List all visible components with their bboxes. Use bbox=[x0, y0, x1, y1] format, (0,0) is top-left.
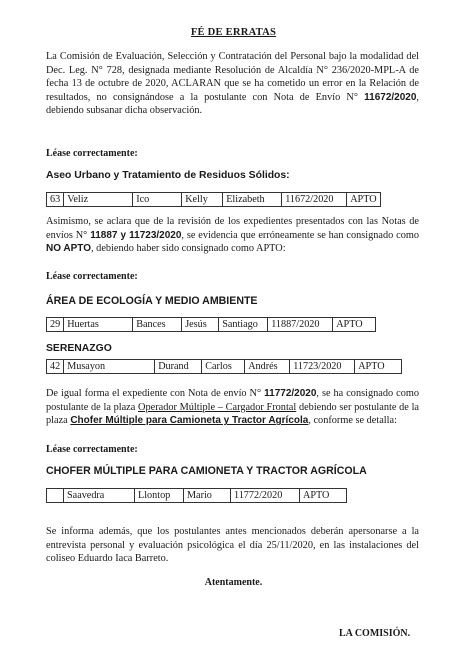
section4-table bbox=[46, 488, 347, 503]
cell-number: 29 bbox=[47, 318, 64, 332]
table-row bbox=[47, 193, 381, 207]
cell-surname1: Saavedra bbox=[64, 489, 135, 503]
table-row bbox=[47, 318, 376, 332]
section1-table bbox=[46, 192, 381, 207]
section3-heading: SERENAZGO bbox=[46, 343, 112, 354]
cell-status: APTO bbox=[355, 360, 402, 374]
section4-heading: CHOFER MÚLTIPLE PARA CAMIONETA Y TRACTOR AGRÍCOLA bbox=[46, 465, 367, 477]
intro-text: La Comisión de Evaluación, Selección y Contratación del Personal bajo la modalidad del Dec. Leg. N° 728, designada mediante Resolución de Alcaldía N° 236/2020-MPL-A de fecha 13 de octubre de 2020, ACLARAN que se ha cometido un error en la Relación de resultados, no consignándose a la postulante con Nota de Envío N° bbox=[46, 51, 419, 103]
paragraph-4: Se informa además, que los postulantes antes mencionados deberán apersonarse a la entrevista personal y evaluación psicológica el día 25/11/2020, en las instalaciones del coliseo Eduardo Iaca Barreto. bbox=[46, 526, 419, 565]
cell-nota: 11672/2020 bbox=[282, 193, 347, 207]
cell-number: 42 bbox=[47, 360, 64, 374]
para3-text-d: , conforme se detalla: bbox=[308, 415, 397, 427]
intro-nota: 11672/2020 bbox=[364, 91, 417, 103]
cell-name: Mario bbox=[184, 489, 231, 503]
para2-no-apto: NO APTO bbox=[46, 243, 92, 255]
closing-text: Atentamente. bbox=[204, 577, 263, 588]
para3-text-a: De igual forma el expediente con Nota de envío N° bbox=[46, 388, 262, 399]
para2-text-c: , debiendo haber sido consignado como APTO: bbox=[91, 243, 286, 255]
cell-surname2: Durand bbox=[155, 360, 202, 374]
cell-surname2: Bances bbox=[133, 318, 182, 332]
cell-surname1: Musayon bbox=[64, 360, 155, 374]
paragraph-2 bbox=[46, 215, 419, 256]
lease-label-2: Léase correctamente: bbox=[46, 271, 138, 282]
signature-text: LA COMISIÓN. bbox=[339, 628, 411, 639]
cell-status: APTO bbox=[347, 193, 380, 207]
cell-number bbox=[47, 489, 64, 503]
para3-plaza-correct: Chofer Múltiple para Camioneta y Tractor Agrícola bbox=[70, 415, 309, 427]
table-row bbox=[47, 360, 402, 374]
cell-name1: Carlos bbox=[202, 360, 245, 374]
lease-label-3: Léase correctamente: bbox=[46, 444, 138, 455]
lease-label-1: Léase correctamente: bbox=[46, 148, 138, 159]
cell-surname1: Veliz bbox=[64, 193, 133, 207]
page-title: FÉ DE ERRATAS bbox=[190, 27, 277, 38]
para2-text-a: Asimismo, se aclara que de la revisión de los expedientes presentados con las Notas de envíos N° bbox=[46, 216, 419, 241]
para2-text-b: , se evidencia que erróneamente se han consignado como bbox=[181, 229, 420, 241]
cell-nota: 11772/2020 bbox=[231, 489, 300, 503]
cell-status: APTO bbox=[333, 318, 376, 332]
cell-name1: Jesús bbox=[182, 318, 219, 332]
table-row bbox=[47, 489, 347, 503]
section1-heading: Aseo Urbano y Tratamiento de Residuos Sólidos: bbox=[46, 170, 290, 181]
cell-name2: Santiago bbox=[219, 318, 268, 332]
cell-nota: 11723/2020 bbox=[290, 360, 355, 374]
cell-surname1: Huertas bbox=[64, 318, 133, 332]
para3-nota: 11772/2020 bbox=[264, 388, 317, 399]
section3-table bbox=[46, 359, 402, 374]
para3-plaza-original: Operador Múltiple – Cargador Frontal bbox=[138, 401, 297, 413]
cell-name2: Elizabeth bbox=[223, 193, 282, 207]
cell-surname2: Llontop bbox=[135, 489, 184, 503]
section2-table bbox=[46, 317, 376, 332]
cell-nota: 11887/2020 bbox=[268, 318, 333, 332]
cell-name1: Kelly bbox=[182, 193, 223, 207]
para3-text-c: debiendo ser postulante de la plaza bbox=[46, 401, 420, 427]
cell-surname2: Ico bbox=[133, 193, 182, 207]
intro-text-end: , debiendo subsanar dicha observación. bbox=[46, 91, 419, 117]
para3-text-b: , se ha consignado como postulante de la plaza bbox=[46, 388, 419, 413]
section2-heading: ÁREA DE ECOLOGÍA Y MEDIO AMBIENTE bbox=[46, 295, 258, 307]
para2-notas: 11887 y 11723/2020 bbox=[90, 229, 182, 241]
paragraph-3 bbox=[46, 387, 419, 428]
cell-name2: Andrés bbox=[245, 360, 290, 374]
intro-paragraph bbox=[46, 50, 419, 118]
cell-status: APTO bbox=[300, 489, 347, 503]
cell-number: 63 bbox=[47, 193, 64, 207]
